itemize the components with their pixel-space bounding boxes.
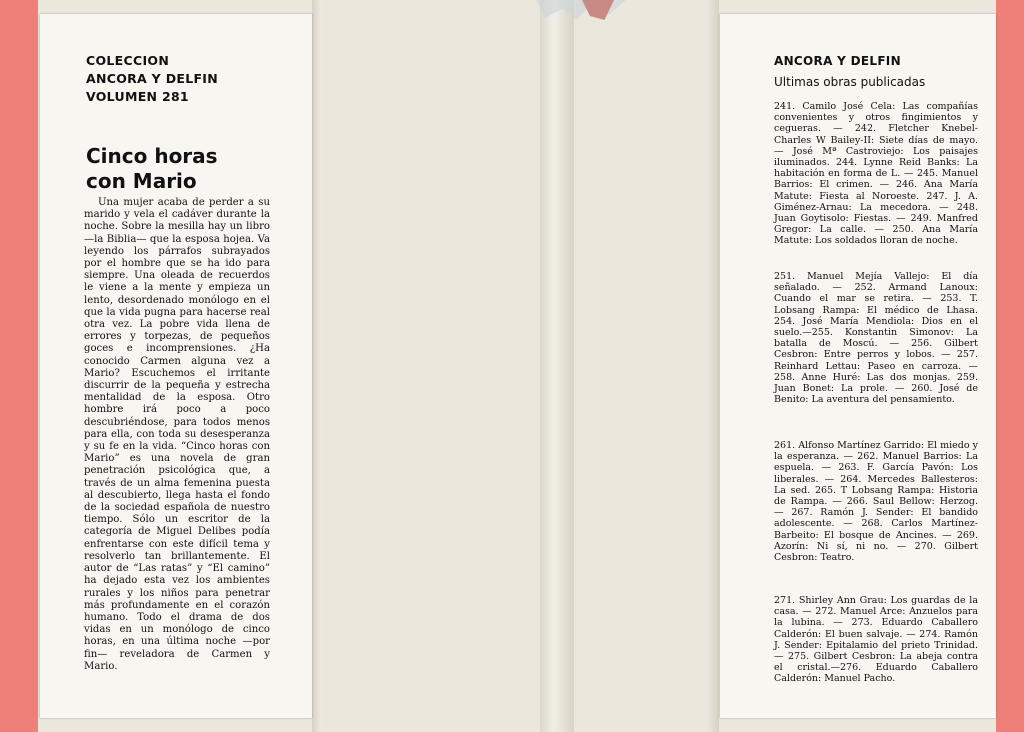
fold-line	[312, 0, 322, 732]
series-info	[86, 52, 218, 106]
spine-fold	[540, 0, 574, 732]
fold-line	[705, 0, 719, 732]
book-title	[86, 144, 296, 194]
left-flap-panel	[40, 14, 312, 718]
catalog-group: 251. Manuel Mejía Vallejo: El día señalado. — 252. Armand Lanoux: Cuando el mar se retira. — 253. T. Lobsang Rampa: El médico de Lhasa. 254. José María Mendiola: Dios en el suelo.—255. Konstantin Simonov: La batalla de Moscú. — 256. Gilbert Cesbron: Entre perros y lobos. — 257. Reinhard Lettau: Paseo en carroza. — 258. Anne Huré: Las dos monjas. 259. Juan Bonet: La prole. — 260. José de Benito: La aventura del pensamiento.	[774, 271, 978, 406]
title-line: con Mario	[86, 169, 197, 193]
right-flap-panel	[720, 14, 996, 718]
catalog-group: 261. Alfonso Martínez Garrido: El miedo y la esperanza. — 262. Manuel Barrios: La espuela. — 263. F. García Pavón: Los liberales. — 264. Mercedes Ballesteros: La sed. 265. T Lobsang Rampa: Historia de Rampa. — 266. Saul Bellow: Herzog. — 267. Ramón J. Sender: El bandido adolescente. — 268. Carlos Martínez-Barbeito: El bosque de Ancines. — 269. Azorín: Ni sí, ni no. — 270. Gilbert Cesbron: Teatro.	[774, 440, 978, 564]
catalog-group: 271. Shirley Ann Grau: Los guardas de la casa. — 272. Manuel Arce: Anzuelos para la lubina. — 273. Eduardo Caballero Calderón: El buen salvaje. — 274. Ramón J. Sender: Epitalamio del prieto Trinidad. — 275. Gilbert Cesbron: La abeja contra el cristal.—276. Eduardo Caballero Calderón: Manuel Pacho.	[774, 595, 978, 685]
catalog-group: 241. Camilo José Cela: Las compañías convenientes y otros fingimientos y cegueras. — 242. Fletcher Knebel-Charles W Bailey-II: Siete días de mayo. — José Mª Castroviejo: Los paisajes iluminados. 244. Lynne Reid Banks: La habitación en forma de L. — 245. Manuel Barrios: El crimen. — 246. Ana María Matute: Fiesta al Noroeste. 247. J. A. Giménez-Arnau: La mecedora. — 248. Juan Goytisolo: Fiestas. — 249. Manfred Gregor: La calle. — 250. Ana María Matute: Los soldados lloran de noche.	[774, 101, 978, 247]
catalog-heading: ANCORA Y DELFIN	[774, 54, 901, 68]
series-volume: VOLUMEN 281	[86, 89, 189, 104]
title-line: Cinco horas	[86, 144, 218, 168]
series-line: ANCORA Y DELFIN	[86, 71, 219, 86]
synopsis-text: Una mujer acaba de perder a su marido y vela el cadáver durante la noche. Sobre la mesilla hay un libro —la Biblia— que la esposa hojea. Va leyendo los párrafos subrayados por el hombre que se ha ido para siempre. Una oleada de recuerdos le viene a la mente y empieza un lento, desordenado monólogo en el que la vida pugna para hacerse real otra vez. La pobre vida llena de errores y torpezas, de pequeños goces e incomprensiones. ¿Ha conocido Carmen alguna vez a Mario? Escuchemos el irritante discurrir de la pequeña y estrecha mentalidad de la esposa. Otro hombre irá poco a poco descubriéndose, para todos menos para ella, con toda su desesperanza y su fe en la vida. “Cinco horas con Mario” es una novela de gran penetración psicológica que, a través de un alma femenina puesta al descubierto, llega hasta el fondo de la sociedad española de nuestro tiempo. Sólo un escritor de la categoría de Miguel Delibes podía enfrentarse con este difícil tema y resolverlo tan brillantemente. El autor de “Las ratas” y “El camino” ha dejado esta vez los ambientes rurales y los niños para penetrar más profundamente en el corazón humano. Todo el drama de dos vidas en un monólogo de cinco horas, en una última noche —por fin— reveladora de Carmen y Mario.	[84, 197, 270, 672]
series-line: COLECCION	[86, 53, 170, 68]
catalog-subheading: Ultimas obras publicadas	[774, 75, 926, 89]
